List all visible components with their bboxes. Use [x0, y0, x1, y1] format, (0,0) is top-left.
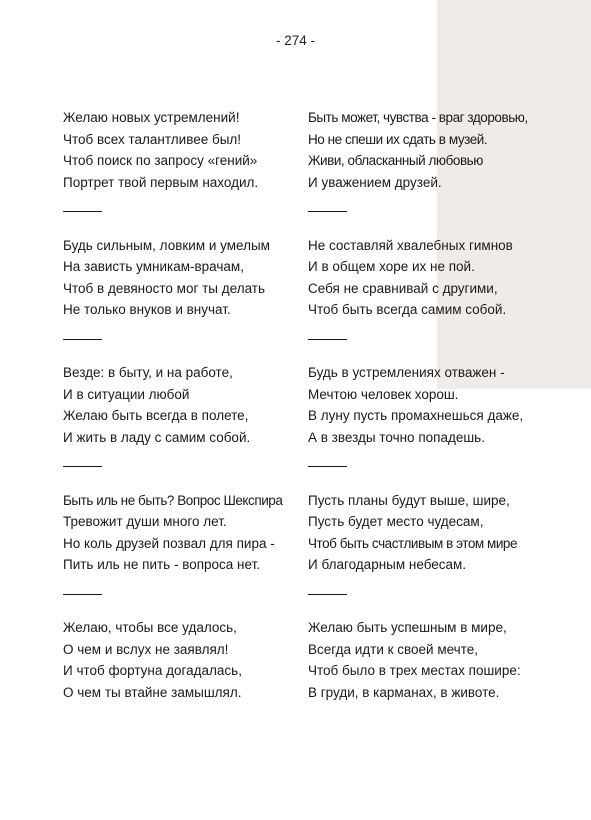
- stanza: [63, 617, 313, 745]
- verse-line: Пусть будет место чудесам,: [308, 514, 484, 529]
- verse-line: Себя не сравнивай с другими,: [308, 280, 498, 296]
- verse-line: Желаю, чтобы все удалось,: [63, 620, 237, 635]
- verse-line: И благодарным небесам.: [308, 557, 467, 572]
- stanza: [308, 617, 558, 745]
- verse-line: В груди, в карманах, в животе.: [308, 684, 500, 700]
- stanza-separator: [63, 594, 102, 595]
- verse-line: Но коль друзей позвал для пира -: [63, 535, 275, 551]
- verse-line: Пить иль не пить - вопроса нет.: [63, 557, 261, 572]
- page-number: - 274 -: [275, 33, 316, 48]
- verse-line: Везде: в быту, и на работе,: [63, 365, 233, 380]
- stanza: [308, 490, 558, 618]
- verse-line: Будь в устремлениях отважен -: [308, 365, 505, 380]
- stanza-separator: [63, 339, 102, 340]
- verse-line: Чтоб быть всегда самим собой.: [308, 302, 507, 317]
- verse-line: Чтоб поиск по запросу «гений»: [63, 153, 258, 168]
- verse-line: Тревожит души много лет.: [63, 514, 227, 529]
- verse-line: Живи, обласканный любовью: [308, 153, 483, 168]
- verse-line: Чтоб в девяносто мог ты делать: [63, 280, 266, 296]
- stanza: [63, 362, 313, 490]
- verse-line: Не только внуков и внучат.: [63, 302, 231, 317]
- verse-line: На зависть умникам-врачам,: [63, 259, 244, 274]
- stanza-separator: [308, 211, 347, 212]
- stanza: [308, 362, 558, 490]
- verse-line: Не составляй хвалебных гимнов: [308, 237, 513, 253]
- verse-line: Всегда идти к своей мечте,: [308, 641, 479, 657]
- verse-line: Мечтою человек хорош.: [308, 386, 459, 402]
- stanza-separator: [63, 211, 102, 212]
- stanza-separator: [63, 466, 102, 467]
- stanza: [63, 235, 313, 363]
- stanza-separator: [308, 466, 347, 467]
- verse-line: О чем ты втайне замышлял.: [63, 684, 242, 700]
- verse-line: Быть иль не быть? Вопрос Шекспира: [63, 492, 283, 508]
- verse-line: Желаю быть успешным в мире,: [308, 620, 507, 635]
- verse-line: И в общем хоре их не пой.: [308, 259, 475, 274]
- stanza: [63, 490, 313, 618]
- verse-line: Чтоб всех талантливее был!: [63, 131, 242, 147]
- stanza-separator: [308, 594, 347, 595]
- verse-line: Чтоб было в трех местах пошире:: [308, 663, 521, 678]
- right-poem-column: [308, 107, 558, 745]
- verse-line: Портрет твой первым находил.: [63, 174, 259, 190]
- stanza-separator: [308, 339, 347, 340]
- verse-line: Желаю быть всегда в полете,: [63, 408, 249, 423]
- stanza: [308, 235, 558, 363]
- verse-line: Пусть планы будут выше, шире,: [308, 492, 510, 508]
- verse-line: И уважением друзей.: [308, 174, 442, 190]
- left-poem-column: [63, 107, 313, 745]
- verse-line: И чтоб фортуна догадалась,: [63, 663, 242, 678]
- verse-line: И жить в ладу с самим собой.: [63, 429, 251, 445]
- verse-line: Желаю новых устремлений!: [63, 110, 240, 125]
- verse-line: В луну пусть промахнешься даже,: [308, 408, 524, 423]
- stanza: [63, 107, 313, 235]
- verse-line: Но не спеши их сдать в музей.: [308, 131, 488, 147]
- verse-line: И в ситуации любой: [63, 386, 190, 402]
- verse-line: Будь сильным, ловким и умелым: [63, 237, 270, 253]
- verse-line: О чем и вслух не заявлял!: [63, 641, 229, 657]
- stanza: [308, 107, 558, 235]
- verse-line: Быть может, чувства - враг здоровью,: [308, 110, 528, 125]
- verse-line: Чтоб быть счастливым в этом мире: [308, 535, 518, 551]
- verse-line: А в звезды точно попадешь.: [308, 429, 485, 445]
